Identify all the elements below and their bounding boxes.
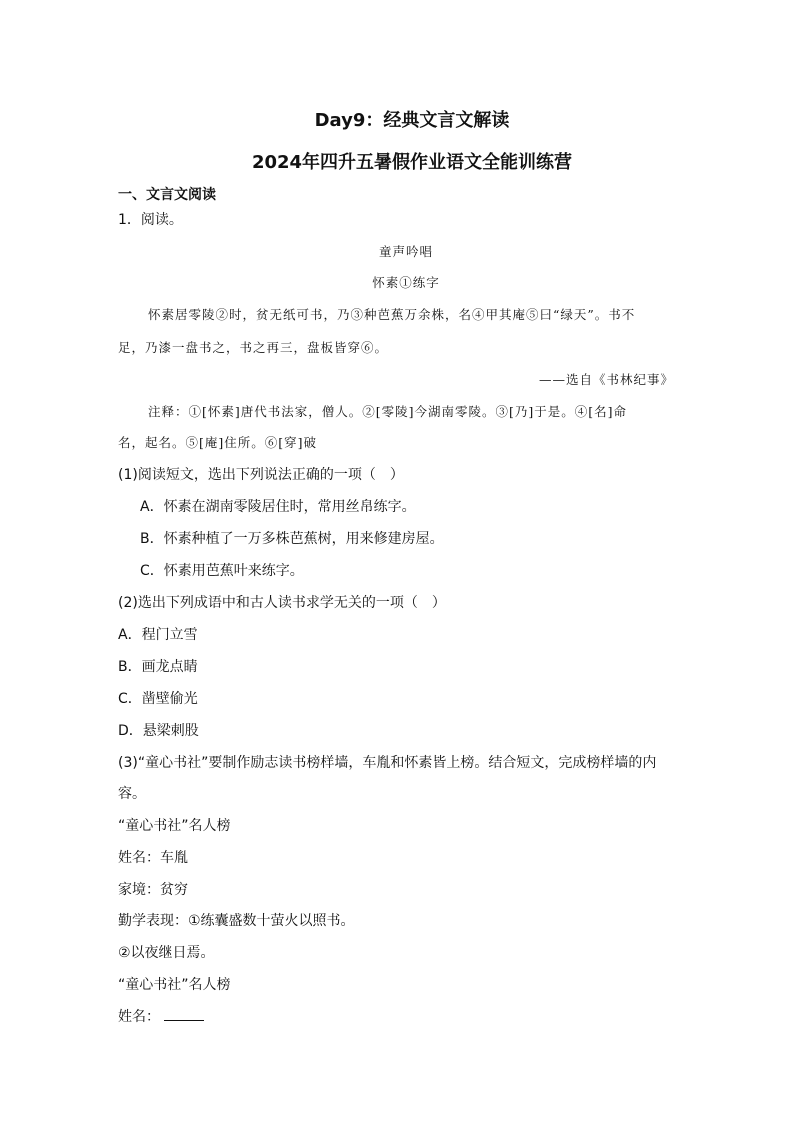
passage-notes-line2: 名，起名。⑤[庵]住所。⑥[穿]破 (118, 435, 318, 450)
passage-paragraph-line1: 怀素居零陵②时，贫无纸可书，乃③种芭蕉万余株，名④甲其庵⑤曰“绿天”。书不 (148, 307, 636, 322)
card2-name-blank[interactable] (164, 1008, 204, 1021)
q2-option-a: A．程门立雪 (118, 627, 198, 643)
q2-option-c: C．凿壁偷光 (118, 691, 198, 707)
card2-name-row (118, 1006, 204, 1026)
q3-stem-line2: 容。 (118, 786, 146, 802)
q1-option-c: C．怀素用芭蕉叶来练字。 (140, 563, 304, 579)
q1-option-b: B．怀素种植了一万多株芭蕉树，用来修建房屋。 (140, 531, 444, 547)
card1-family: 家境：贫穷 (118, 882, 188, 898)
q2-option-b: B．画龙点睛 (118, 659, 198, 675)
passage-series: 童声吟唱 (378, 244, 433, 259)
document-title-line2: 2024年四升五暑假作业语文全能训练营 (251, 152, 573, 173)
question-number: 1．阅读。 (118, 212, 183, 228)
card1-study-2: ②以夜继日焉。 (118, 945, 215, 961)
q2-option-d: D．悬梁刺股 (118, 723, 199, 739)
document-title-line1: Day9：经典文言文解读 (314, 110, 510, 131)
passage-source: ——选自《书林纪事》 (538, 372, 674, 387)
q2-stem: (2)选出下列成语中和古人读书求学无关的一项（ ） (118, 595, 446, 611)
q1-option-a: A．怀素在湖南零陵居住时，常用丝帛练字。 (140, 499, 416, 515)
card2-name-label: 姓名： (118, 1009, 160, 1025)
passage-title: 怀素①练字 (372, 275, 440, 290)
card1-study-1: 勤学表现：①练囊盛数十萤火以照书。 (118, 913, 355, 929)
section-heading: 一、文言文阅读 (118, 187, 216, 203)
card2-title: “童心书社”名人榜 (118, 977, 231, 993)
q3-stem-line1: (3)“童心书社”要制作励志读书榜样墙，车胤和怀素皆上榜。结合短文，完成榜样墙的内 (118, 755, 657, 771)
q1-stem: (1)阅读短文，选出下列说法正确的一项（ ） (118, 467, 404, 483)
card1-name: 姓名：车胤 (118, 850, 188, 866)
passage-paragraph-line2: 足，乃漆一盘书之，书之再三，盘板皆穿⑥。 (118, 340, 389, 355)
card1-title: “童心书社”名人榜 (118, 818, 231, 834)
passage-notes-line1: 注释：①[怀素]唐代书法家，僧人。②[零陵]今湖南零陵。③[乃]于是。④[名]命 (148, 404, 628, 419)
